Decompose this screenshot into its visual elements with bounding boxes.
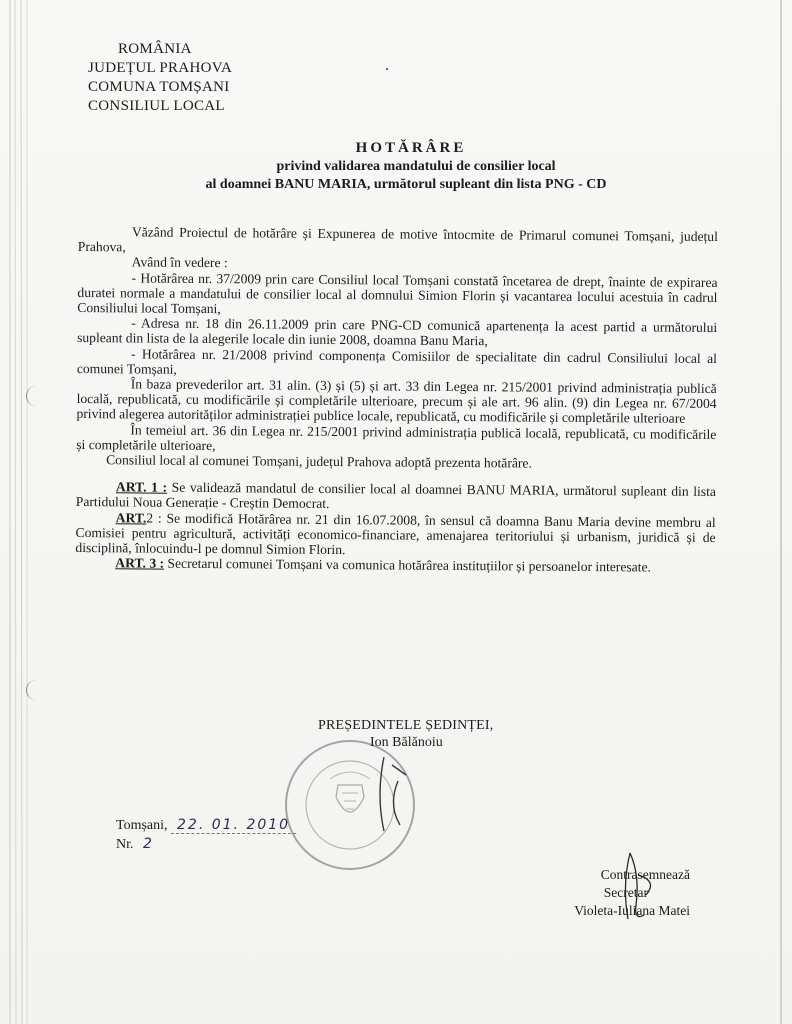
title-heading: HOTĂRÂRE bbox=[355, 140, 467, 156]
document-title bbox=[0, 140, 792, 193]
paragraph-item-2: - Adresa nr. 18 din 26.11.2009 prin care PNG-CD comunică apartenența la acest partid a următorului supleant din lista de la alegerile locale din iunie 2008, doamna Banu Maria, bbox=[77, 315, 718, 349]
place-date-line bbox=[116, 816, 296, 835]
place-date-block bbox=[116, 816, 296, 854]
paragraph-item-3: - Hotărârea nr. 21/2008 privind componența Comisiilor de specialitate din cadrul Consiliului local al comunei Tomșani, bbox=[76, 346, 718, 377]
title-subtitle-2: al doamnei BANU MARIA, următorul supleant din lista PNG - CD bbox=[205, 177, 607, 192]
countersign-label: Contrasemnează bbox=[600, 867, 690, 882]
article-2 bbox=[75, 510, 715, 561]
paragraph-grounds: În temeiul art. 36 din Legea nr. 215/2001 privind administrația publică locală, republicată, cu modificările și completările ulterioare, bbox=[76, 422, 717, 453]
article-2-text: 2 : Se modifică Hotărârea nr. 21 din 16.07.2008, în sensul că doamna Banu Maria devine membru al Comisiei pentru agricultură, activități economico-financiare, amenajarea teritoriului și urbanism, juridică și de disciplină, înlocuindu-l pe domnul Simion Florin. bbox=[75, 510, 716, 558]
paragraph-item-1: - Hotărârea nr. 37/2009 prin care Consiliul local Tomșani constată încetarea de drept, înainte de expirarea duratei normale a mandatului de consilier local al domnului Simion Florin și vacantarea locului acestuia în cadrul Consiliului local Tomșani, bbox=[77, 270, 718, 317]
chair-name: Ion Bălănoiu bbox=[370, 735, 443, 750]
paragraph-legal-basis: În baza prevederilor art. 31 alin. (3) și (5) și art. 33 din Legea nr. 215/2001 privind administrația publică locală, republicată, cu modificările și completările ulterioare, precum și ale art. 96 alin. (9) din Legea nr. 67/2004 privind alegerea autorităților administrației publice locale, republicată, cu modificările și completările ulterioare bbox=[76, 376, 717, 427]
speck bbox=[386, 68, 388, 70]
paragraph-preamble: Văzând Proiectul de hotărâre și Expunerea de motive întocmite de Primarul comunei Tomșani, județul Prahova, bbox=[77, 224, 718, 255]
secretary-name: Violeta-Iuliana Matei bbox=[574, 903, 690, 918]
article-2-label: ART. bbox=[115, 509, 147, 526]
paragraph-adoption: Consiliul local al comunei Tomșani, județul Prahova adoptă prezenta hotărâre. bbox=[106, 452, 532, 471]
number-line bbox=[116, 835, 296, 854]
chair-signature-block bbox=[318, 717, 494, 751]
header-commune: COMUNA TOMȘANI bbox=[88, 79, 230, 95]
article-1-text: Se validează mandatul de consilier local al doamnei BANU MARIA, următorul supleant din lista Partidului Noua Generație - Creștin Democrat. bbox=[75, 479, 716, 512]
chair-title: PREȘEDINTELE ȘEDINȚEI, bbox=[318, 718, 494, 733]
article-3-label: ART. 3 : bbox=[115, 555, 165, 571]
punch-hole-mark bbox=[26, 680, 45, 700]
secretary-title: Secretar bbox=[603, 885, 648, 900]
number-label: Nr. bbox=[116, 837, 134, 852]
article-1-label: ART. 1 : bbox=[115, 479, 168, 495]
header-country: ROMÂNIA bbox=[118, 41, 192, 57]
article-3-text: Secretarul comunei Tomșani va comunica hotărârea instituțiilor și persoanelor interesate. bbox=[164, 555, 651, 575]
punch-hole-mark bbox=[26, 386, 45, 406]
header-county: JUDEȚUL PRAHOVA bbox=[88, 60, 233, 76]
article-1 bbox=[76, 479, 716, 514]
locality-label: Tomșani, bbox=[116, 818, 168, 833]
paragraph-considering: Având în vedere : bbox=[131, 254, 228, 271]
issuer-header bbox=[88, 40, 232, 116]
handwritten-date: 22. 01. 2010 bbox=[171, 817, 296, 834]
countersign-block bbox=[552, 866, 690, 920]
handwritten-number: 2 bbox=[143, 836, 154, 852]
title-subtitle-1: privind validarea mandatului de consilier local bbox=[276, 159, 556, 174]
header-council: CONSILIUL LOCAL bbox=[88, 98, 225, 114]
decision-body bbox=[75, 224, 718, 575]
official-seal bbox=[280, 735, 420, 875]
